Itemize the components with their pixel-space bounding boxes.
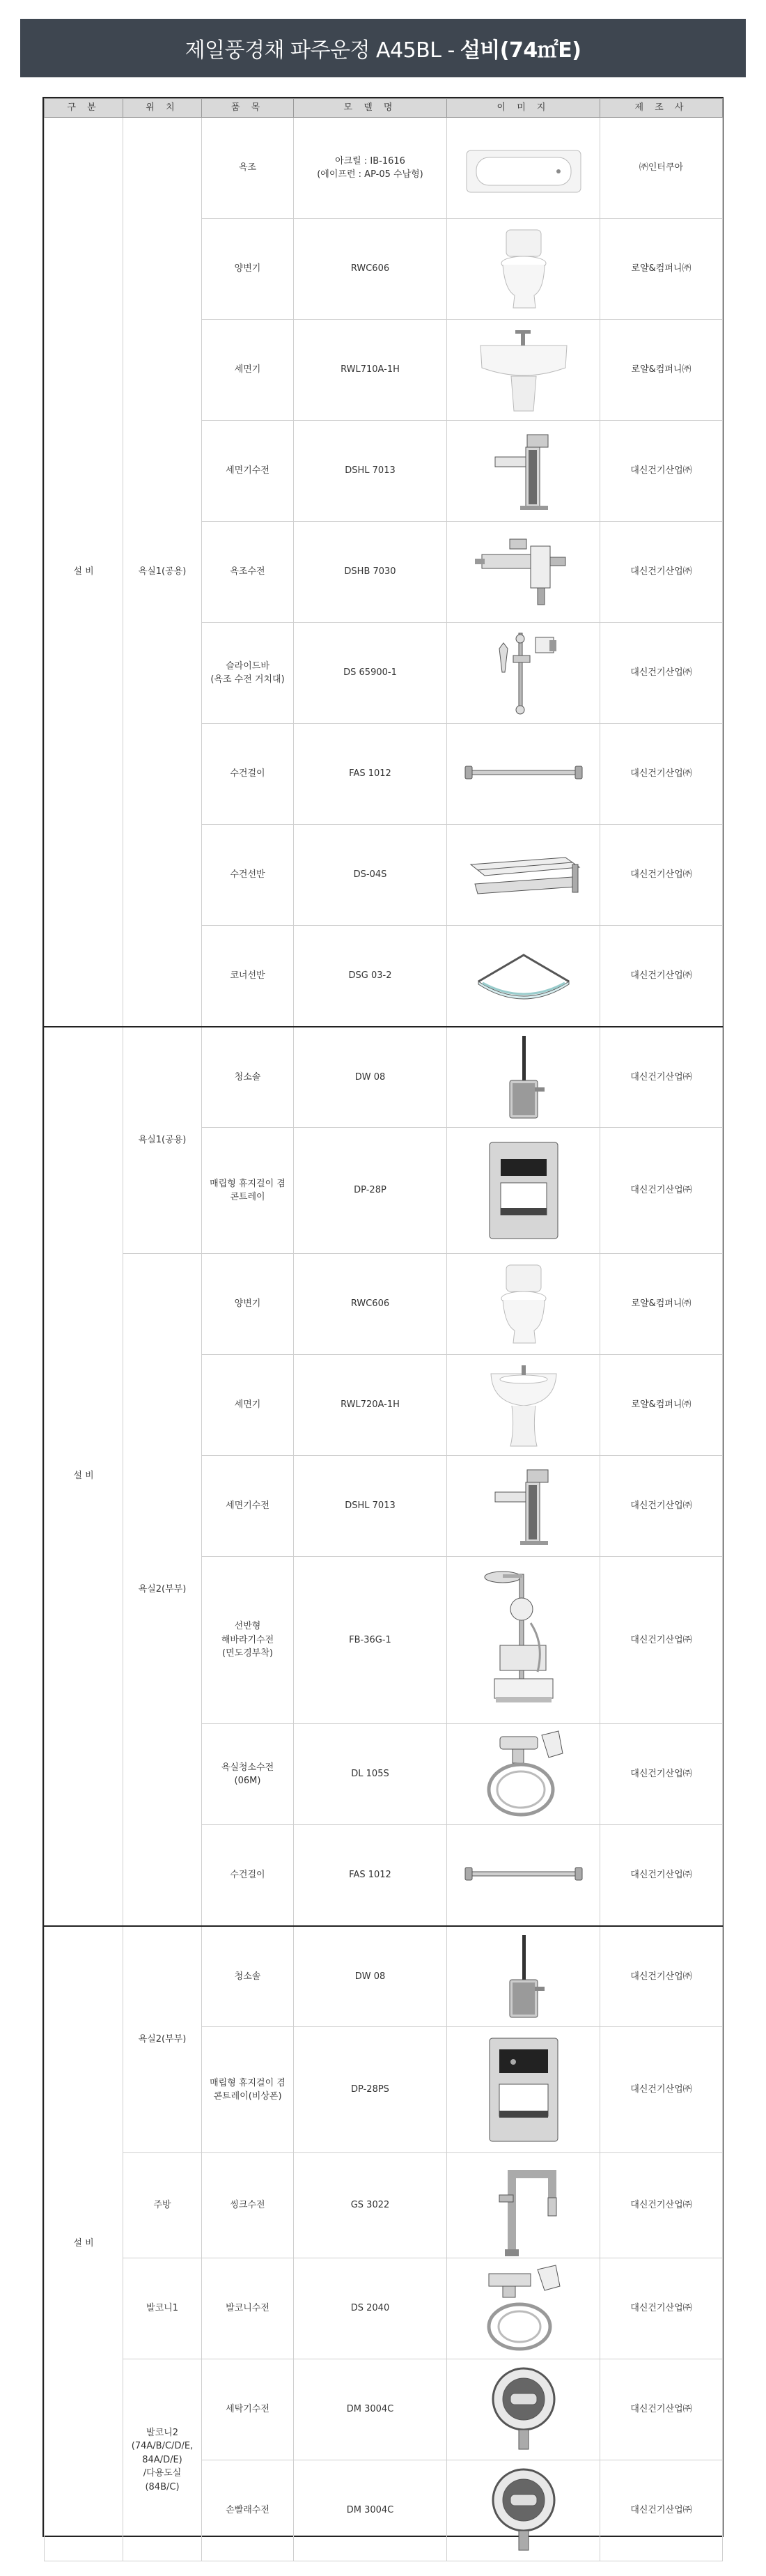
maker-cell: 대신건기산업㈜ — [600, 1825, 723, 1926]
model-cell: DM 3004C — [294, 2460, 447, 2561]
product-image-cell — [447, 1557, 600, 1724]
location-cell: 욕실1(공용) — [123, 118, 202, 1027]
item-cell: 양변기 — [202, 219, 294, 320]
item-cell: 매립형 휴지걸이 겸 콘트레이 — [202, 1128, 294, 1254]
maker-cell: 대신건기산업㈜ — [600, 2460, 723, 2561]
item-cell: 수건걸이 — [202, 1825, 294, 1926]
maker-cell: 대신건기산업㈜ — [600, 825, 723, 926]
pedestal-basin-icon — [450, 1360, 597, 1450]
washbasin-icon — [450, 325, 597, 415]
maker-cell: 대신건기산업㈜ — [600, 623, 723, 724]
model-cell: FAS 1012 — [294, 1825, 447, 1926]
model-cell: RWL720A-1H — [294, 1355, 447, 1456]
model-cell: DSHL 7013 — [294, 421, 447, 522]
model-cell: FB-36G-1 — [294, 1557, 447, 1724]
maker-cell: 대신건기산업㈜ — [600, 421, 723, 522]
paper-holder-icon — [450, 1138, 597, 1243]
category-cell: 설 비 — [45, 1926, 123, 2561]
model-cell: DSHL 7013 — [294, 1456, 447, 1557]
table-row — [45, 2359, 723, 2460]
page-subtitle: 설비(74㎡E) — [460, 38, 581, 63]
maker-cell: 대신건기산업㈜ — [600, 2359, 723, 2460]
maker-cell: 로얄&컴퍼니㈜ — [600, 1355, 723, 1456]
balcony-faucet-icon — [450, 2260, 597, 2357]
spray-gun-icon — [450, 1725, 597, 1823]
product-image-cell — [447, 825, 600, 926]
page-header — [20, 19, 746, 77]
product-image-cell — [447, 219, 600, 320]
product-image-cell — [447, 118, 600, 219]
col-header-item: 품 목 — [202, 99, 294, 118]
model-cell: DW 08 — [294, 1027, 447, 1128]
maker-cell: 대신건기산업㈜ — [600, 724, 723, 825]
item-cell: 세탁기수전 — [202, 2359, 294, 2460]
model-cell: DSG 03-2 — [294, 926, 447, 1027]
product-image-cell — [447, 2460, 600, 2561]
item-cell: 욕실청소수전 (06M) — [202, 1724, 294, 1825]
maker-cell: 대신건기산업㈜ — [600, 926, 723, 1027]
item-cell: 세면기수전 — [202, 1456, 294, 1557]
towel-bar-icon — [450, 756, 597, 791]
spec-table — [44, 98, 723, 2561]
location-cell: 발코니1 — [123, 2258, 202, 2359]
col-header-category: 구 분 — [45, 99, 123, 118]
model-cell: RWC606 — [294, 1254, 447, 1355]
corner-shelf-icon — [450, 941, 597, 1011]
towel-bar-icon — [450, 1858, 597, 1893]
item-cell: 청소솔 — [202, 1926, 294, 2027]
location-cell: 욕실1(공용) — [123, 1027, 202, 1254]
item-cell: 세면기 — [202, 1355, 294, 1456]
model-cell: DW 08 — [294, 1926, 447, 2027]
slide-bar-icon — [450, 628, 597, 718]
model-cell: DSHB 7030 — [294, 522, 447, 623]
category-cell: 설 비 — [45, 118, 123, 1027]
maker-cell: 대신건기산업㈜ — [600, 2027, 723, 2153]
table-row — [45, 118, 723, 219]
maker-cell: 대신건기산업㈜ — [600, 1456, 723, 1557]
location-cell: 발코니2 (74A/B/C/D/E, 84A/D/E) /다용도실 (84B/C) — [123, 2359, 202, 2561]
maker-cell: 대신건기산업㈜ — [600, 1557, 723, 1724]
product-image-cell — [447, 1128, 600, 1254]
model-cell: RWC606 — [294, 219, 447, 320]
page-title: 제일풍경채 파주운정 A45BL - — [185, 38, 455, 63]
model-cell: DL 105S — [294, 1724, 447, 1825]
maker-cell: 대신건기산업㈜ — [600, 1128, 723, 1254]
maker-cell: 로얄&컴퍼니㈜ — [600, 219, 723, 320]
col-header-location: 위 치 — [123, 99, 202, 118]
table-row — [45, 1926, 723, 2027]
maker-cell: 대신건기산업㈜ — [600, 1926, 723, 2027]
product-image-cell — [447, 1926, 600, 2027]
item-cell: 선반형 해바라기수전 (면도경부착) — [202, 1557, 294, 1724]
item-cell: 청소솔 — [202, 1027, 294, 1128]
table-row — [45, 1254, 723, 1355]
product-image-cell — [447, 623, 600, 724]
maker-cell: 대신건기산업㈜ — [600, 2153, 723, 2258]
table-row — [45, 2258, 723, 2359]
product-image-cell — [447, 724, 600, 825]
location-cell: 욕실2(부부) — [123, 1926, 202, 2153]
item-cell: 매립형 휴지걸이 겸 콘트레이(비상폰) — [202, 2027, 294, 2153]
maker-cell: 로얄&컴퍼니㈜ — [600, 1254, 723, 1355]
model-cell: RWL710A-1H — [294, 320, 447, 421]
toilet-icon — [450, 1261, 597, 1348]
model-cell: GS 3022 — [294, 2153, 447, 2258]
maker-cell: 대신건기산업㈜ — [600, 1724, 723, 1825]
rain-shower-icon — [450, 1567, 597, 1714]
table-header-row — [45, 99, 723, 118]
model-cell: FAS 1012 — [294, 724, 447, 825]
spec-table-frame — [42, 97, 724, 2537]
table-row — [45, 2153, 723, 2258]
table-row — [45, 1027, 723, 1128]
item-cell: 욕조 — [202, 118, 294, 219]
product-image-cell — [447, 2359, 600, 2460]
item-cell: 손빨래수전 — [202, 2460, 294, 2561]
toilet-brush-icon — [450, 1931, 597, 2022]
model-cell: 아크릴 : IB-1616 (에이프런 : AP-05 수납형) — [294, 118, 447, 219]
item-cell: 슬라이드바 (욕조 수전 거치대) — [202, 623, 294, 724]
col-header-model: 모 델 명 — [294, 99, 447, 118]
bath-faucet-icon — [450, 534, 597, 610]
item-cell: 씽크수전 — [202, 2153, 294, 2258]
maker-cell: 대신건기산업㈜ — [600, 2258, 723, 2359]
sink-faucet-icon — [450, 2153, 597, 2258]
maker-cell: 대신건기산업㈜ — [600, 1027, 723, 1128]
product-image-cell — [447, 1355, 600, 1456]
towel-shelf-icon — [450, 844, 597, 906]
maker-cell: 대신건기산업㈜ — [600, 522, 723, 623]
basin-faucet-icon — [450, 429, 597, 513]
product-image-cell — [447, 1254, 600, 1355]
toilet-brush-icon — [450, 1032, 597, 1122]
product-image-cell — [447, 421, 600, 522]
item-cell: 코너선반 — [202, 926, 294, 1027]
model-cell: DM 3004C — [294, 2359, 447, 2460]
maker-cell: ㈜인터쿠아 — [600, 118, 723, 219]
product-image-cell — [447, 926, 600, 1027]
location-cell: 주방 — [123, 2153, 202, 2258]
product-image-cell — [447, 1825, 600, 1926]
item-cell: 양변기 — [202, 1254, 294, 1355]
washer-valve-icon — [450, 2364, 597, 2455]
product-image-cell — [447, 1027, 600, 1128]
product-image-cell — [447, 522, 600, 623]
product-image-cell — [447, 2258, 600, 2359]
location-cell: 욕실2(부부) — [123, 1254, 202, 1926]
item-cell: 수건선반 — [202, 825, 294, 926]
paper-holder-phone-icon — [450, 2034, 597, 2146]
product-image-cell — [447, 2027, 600, 2153]
category-cell: 설 비 — [45, 1027, 123, 1926]
item-cell: 수건걸이 — [202, 724, 294, 825]
basin-faucet-icon — [450, 1464, 597, 1548]
col-header-maker: 제 조 사 — [600, 99, 723, 118]
toilet-icon — [450, 226, 597, 313]
model-cell: DS 65900-1 — [294, 623, 447, 724]
washer-valve-icon — [450, 2465, 597, 2556]
product-image-cell — [447, 1724, 600, 1825]
model-cell: DS-04S — [294, 825, 447, 926]
model-cell: DP-28P — [294, 1128, 447, 1254]
product-image-cell — [447, 2153, 600, 2258]
model-cell: DS 2040 — [294, 2258, 447, 2359]
item-cell: 욕조수전 — [202, 522, 294, 623]
bathtub-icon — [450, 137, 597, 199]
item-cell: 세면기 — [202, 320, 294, 421]
model-cell: DP-28PS — [294, 2027, 447, 2153]
item-cell: 세면기수전 — [202, 421, 294, 522]
product-image-cell — [447, 320, 600, 421]
col-header-image: 이 미 지 — [447, 99, 600, 118]
maker-cell: 로얄&컴퍼니㈜ — [600, 320, 723, 421]
product-image-cell — [447, 1456, 600, 1557]
item-cell: 발코니수전 — [202, 2258, 294, 2359]
